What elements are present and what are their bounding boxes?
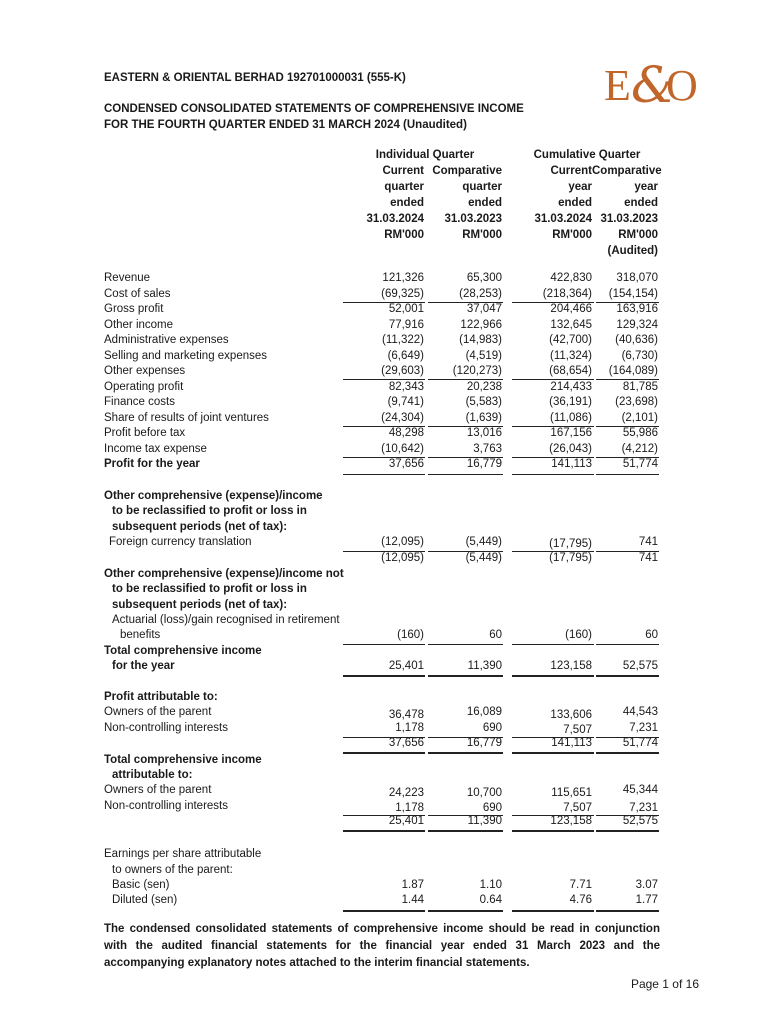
cell: (17,795) [549,552,592,564]
cell: 163,916 [616,303,658,315]
cell: 121,326 [382,272,424,284]
col1-header-line3: ended [390,197,424,209]
cell: 141,113 [551,458,592,470]
cell: 115,651 [551,787,592,799]
cell: 7,507 [563,802,592,814]
cell: 20,238 [466,381,502,393]
row-label-gross-profit: Gross profit [104,303,164,315]
cell: 7.71 [569,879,592,891]
cell: (69,325) [381,288,424,300]
cell: 133,606 [550,709,592,721]
column-group-individual-quarter: Individual Quarter [375,149,475,161]
statement-subtitle: FOR THE FOURTH QUARTER ENDED 31 MARCH 2024 (Unaudited) [104,119,467,131]
cell: 60 [489,629,502,641]
rule [512,752,594,754]
row-label-income-tax: Income tax expense [104,443,207,455]
eps-heading-line2: to owners of the parent: [112,864,233,876]
rule [343,910,425,912]
cell: 52,001 [388,303,424,315]
rule [596,752,659,754]
cell: 123,158 [550,815,592,827]
oci1-heading-line3: subsequent periods (net of tax): [112,521,288,533]
cell: (4,519) [465,350,502,362]
cell: (28,253) [459,288,502,300]
col1-header-line2: quarter [384,181,424,193]
svg-text:&: & [631,56,676,108]
cell: 77,916 [388,319,424,331]
rule [596,644,659,645]
col4-header-line1: Comparative [592,165,662,177]
oci1-heading-line2: to be reclassified to profit or loss in [112,505,307,517]
cell: 129,324 [616,319,658,331]
cell: (2,101) [621,412,658,424]
cell: 16,089 [466,706,502,718]
cell: 37,656 [388,737,424,749]
row-label-profit-for-year: Profit for the year [104,458,200,470]
row-label-administrative-expenses: Administrative expenses [104,334,229,346]
col3-header-line3: ended [558,197,592,209]
cell: (12,095) [381,536,424,548]
cell: 60 [645,629,658,641]
rule [428,675,503,677]
row-label-actuarial-line1: Actuarial (loss)/gain recognised in retirement [112,614,340,626]
cell: 1.77 [635,894,658,906]
cell: (120,273) [452,365,502,377]
rule [343,644,425,645]
cell: (11,322) [382,334,424,346]
rule [428,474,503,475]
col4-header-line3: ended [624,197,658,209]
cell: (5,449) [465,552,502,564]
cell: 11,390 [467,815,502,827]
eo-logo-icon [604,56,704,108]
col2-header-line1: Comparative [432,165,502,177]
cell: (154,154) [608,288,658,300]
cell: (218,364) [542,288,592,300]
row-label-non-controlling: Non-controlling interests [104,800,229,812]
cell: (17,795) [549,538,592,550]
cell: 214,433 [550,381,592,393]
rule [512,830,594,832]
cell: (160) [397,629,424,641]
cell: (5,583) [465,396,502,408]
row-label-actuarial-line2: benefits [120,629,161,641]
row-label-profit-before-tax: Profit before tax [104,427,186,439]
cell: 7,231 [629,722,658,734]
rule [596,910,659,912]
cell: 204,466 [550,303,592,315]
cell: 24,223 [388,787,424,799]
cell: 13,016 [466,427,502,439]
tci-attributable-heading-line1: Total comprehensive income [104,754,262,766]
col4-header-line2: year [634,181,658,193]
company-name: EASTERN & ORIENTAL BERHAD 192701000031 (555-K) [104,72,406,84]
cell: 44,543 [622,706,658,718]
cell: 65,300 [466,272,502,284]
svg-text:E: E [604,61,631,108]
cell: (68,654) [549,365,592,377]
cell: 36,478 [388,709,424,721]
cell: (23,698) [615,396,658,408]
rule [512,675,594,677]
cell: 4.76 [569,894,592,906]
cell: 1,178 [395,722,424,734]
cell: 690 [482,802,502,814]
cell: 318,070 [616,272,658,284]
cell: 55,986 [622,427,658,439]
rule [596,830,659,832]
oci2-heading-line2: to be reclassified to profit or loss in [112,583,307,595]
cell: 37,047 [466,303,502,315]
cell: (36,191) [549,396,592,408]
cell: (164,089) [608,365,658,377]
cell: 52,575 [622,815,658,827]
cell: (42,700) [549,334,592,346]
col2-header-line5: RM'000 [462,229,502,241]
cell: (1,639) [465,412,502,424]
oci2-heading-line1: Other comprehensive (expense)/income not [104,568,344,580]
col4-header-line4: 31.03.2023 [600,213,658,225]
eps-heading-line1: Earnings per share attributable [104,848,262,860]
cell: (29,603) [381,365,424,377]
cell: 3.07 [635,879,658,891]
cell: 1.44 [401,894,424,906]
rule [343,675,425,677]
cell: 16,779 [466,737,502,749]
rule [596,675,659,677]
row-label-share-of-jv: Share of results of joint ventures [104,412,269,424]
row-label-non-controlling: Non-controlling interests [104,722,229,734]
row-label-foreign-currency-translation: Foreign currency translation [109,536,252,548]
rule [428,830,503,832]
cell: 3,763 [473,443,502,455]
oci1-heading-line1: Other comprehensive (expense)/income [104,490,323,502]
cell: (12,095) [381,552,424,564]
row-label-other-expenses: Other expenses [104,365,186,377]
cell: 81,785 [622,381,658,393]
cell: (9,741) [387,396,424,408]
cell: (11,324) [550,350,592,362]
cell: 422,830 [550,272,592,284]
cell: 25,401 [388,660,424,672]
cell: (4,212) [621,443,658,455]
rule [428,752,503,754]
cell: (24,304) [381,412,424,424]
row-label-operating-profit: Operating profit [104,381,184,393]
cell: 1.87 [401,879,424,891]
svg-text:O: O [666,61,698,108]
cell: 741 [638,536,658,548]
cell: 25,401 [388,815,424,827]
col3-header-line2: year [568,181,592,193]
cell: 141,113 [551,737,592,749]
cell: 11,390 [467,660,502,672]
rule [596,474,659,475]
cell: (26,043) [549,443,592,455]
cell: (14,983) [459,334,502,346]
row-label-revenue: Revenue [104,272,151,284]
oci2-heading-line3: subsequent periods (net of tax): [112,599,288,611]
row-label-diluted-eps: Diluted (sen) [112,894,178,906]
rule [343,830,425,832]
rule [512,644,594,645]
rule [512,910,594,912]
cell: 51,774 [622,737,658,749]
col1-header-line5: RM'000 [384,229,424,241]
row-label-finance-costs: Finance costs [104,396,175,408]
cell: 16,779 [466,458,502,470]
statement-title: CONDENSED CONSOLIDATED STATEMENTS OF COMPREHENSIVE INCOME [104,103,524,115]
cell: 82,343 [388,381,424,393]
row-label-other-income: Other income [104,319,174,331]
cell: 122,966 [460,319,502,331]
cell: 741 [638,552,658,564]
cell: 52,575 [622,660,658,672]
cell: 167,156 [550,427,592,439]
col2-header-line4: 31.03.2023 [444,213,502,225]
col2-header-line2: quarter [462,181,502,193]
row-label-basic-eps: Basic (sen) [112,879,170,891]
cell: 48,298 [388,427,424,439]
cell: (6,730) [621,350,658,362]
cell: 132,645 [550,319,592,331]
col2-header-line3: ended [468,197,502,209]
cell: (5,449) [465,536,502,548]
cell: (11,086) [550,412,592,424]
col3-header-line5: RM'000 [552,229,592,241]
col1-header-line1: Current [382,165,424,177]
cell: (160) [565,629,592,641]
tci-attributable-heading-line2: attributable to: [112,769,193,781]
cell: (40,636) [615,334,658,346]
row-label-selling-marketing-expenses: Selling and marketing expenses [104,350,268,362]
rule [343,752,425,754]
cell: 123,158 [550,660,592,672]
col4-header-line6: (Audited) [607,245,658,257]
row-label-owners-parent: Owners of the parent [104,706,212,718]
rule [428,910,503,912]
cell: 7,507 [563,724,592,736]
cell: 0.64 [479,894,502,906]
cell: 1.10 [479,879,502,891]
page-number: Page 1 of 16 [630,977,699,991]
rule [428,644,503,645]
col4-header-line5: RM'000 [618,229,658,241]
cell: 10,700 [466,787,502,799]
cell: 7,231 [629,802,658,814]
profit-attributable-heading: Profit attributable to: [104,691,218,703]
cell: 51,774 [622,458,658,470]
rule [512,474,594,475]
column-group-cumulative-quarter: Cumulative Quarter [533,149,641,161]
total-ci-label-line2: for the year [112,660,175,672]
rule [343,474,425,475]
cell: 37,656 [388,458,424,470]
cell: (6,649) [387,350,424,362]
footnote: The condensed consolidated statements of comprehensive income should be read in conjunction with the audited financial statements for the financial year ended 31 March 2023 and the accompanying explanatory notes attached to the interim financial statements. [104,923,660,969]
cell: (10,642) [381,443,424,455]
row-label-cost-of-sales: Cost of sales [104,288,171,300]
row-label-owners-parent: Owners of the parent [104,784,212,796]
cell: 690 [482,722,502,734]
total-ci-label-line1: Total comprehensive income [104,645,262,657]
col3-header-line1: Current [550,165,592,177]
cell: 1,178 [395,802,424,814]
col1-header-line4: 31.03.2024 [366,213,424,225]
cell: 45,344 [622,784,658,796]
col3-header-line4: 31.03.2024 [534,213,592,225]
